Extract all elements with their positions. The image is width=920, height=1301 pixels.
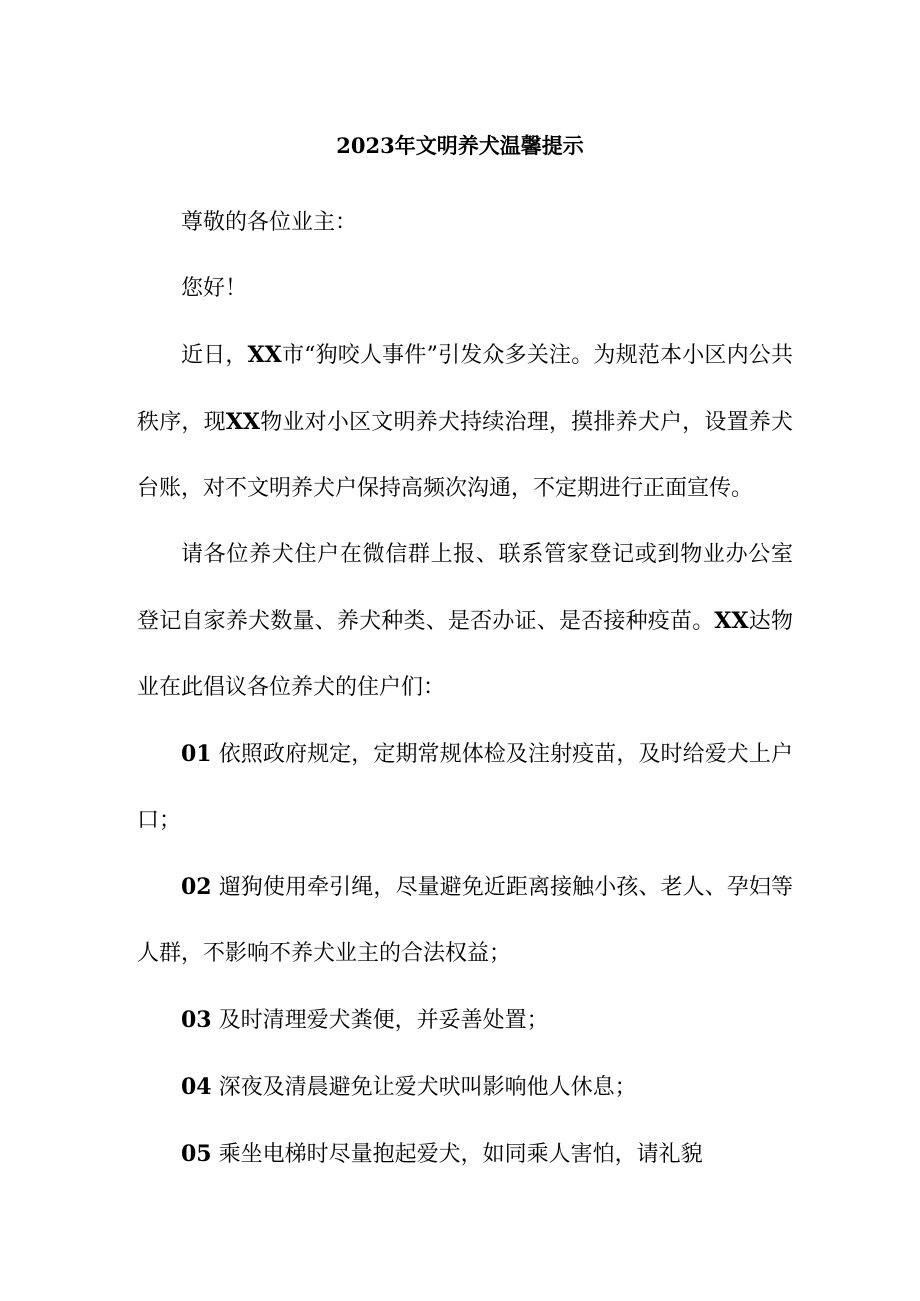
paragraph-text: 请各位养犬住户在微信群上报、联系管家登记或到物业办公室登记自家养犬数量、养犬种类、是否办证、是否接种疫苗。: [137, 542, 793, 634]
document-body: [137, 190, 793, 1188]
item-number: 04: [181, 1074, 212, 1100]
paragraph-text: 近日，: [181, 343, 248, 368]
list-item: [137, 1054, 793, 1121]
document-title: 2023年文明养犬温馨提示: [336, 133, 584, 158]
greeting: 尊敬的各位业主：: [181, 210, 358, 235]
placeholder-company: XX: [714, 608, 749, 634]
list-item: [137, 721, 793, 854]
placeholder-company: XX: [225, 409, 260, 435]
item-number: 05: [181, 1141, 212, 1167]
item-number: 03: [181, 1007, 212, 1033]
paragraph-request: [137, 522, 793, 721]
salutation: 您好！: [181, 276, 248, 301]
item-text: 依照政府规定，定期常规体检及注射疫苗，及时给爱犬上户口；: [137, 742, 793, 833]
item-text: 遛狗使用牵引绳，尽量避免近距离接触小孩、老人、孕妇等人群，不影响不养犬业主的合法权益；: [137, 875, 793, 966]
list-item: [137, 854, 793, 987]
placeholder-city: XX: [247, 342, 282, 368]
item-text: 及时清理爱犬粪便，并妥善处置；: [218, 1008, 549, 1033]
item-text: 乘坐电梯时尽量抱起爱犬，如同乘人害怕，请礼貌: [218, 1142, 703, 1167]
list-item: [137, 987, 793, 1054]
paragraph-text: 市“狗咬人事件”引发众多关注。为规范本小区内公共秩序，现: [137, 343, 793, 435]
paragraph-intro: [137, 322, 793, 522]
item-number: 01: [181, 741, 212, 767]
list-item: [137, 1121, 793, 1188]
item-number: 02: [181, 874, 212, 900]
paragraph-text: 达物业在此倡议各位养犬的住户们：: [137, 609, 793, 700]
paragraph-text: 物业对小区文明养犬持续治理，摸排养犬户，设置养犬台账，对不文明养犬户保持高频次沟通，不定期进行正面宣传。: [137, 410, 793, 501]
item-text: 深夜及清晨避免让爱犬吠叫影响他人休息；: [218, 1075, 637, 1100]
